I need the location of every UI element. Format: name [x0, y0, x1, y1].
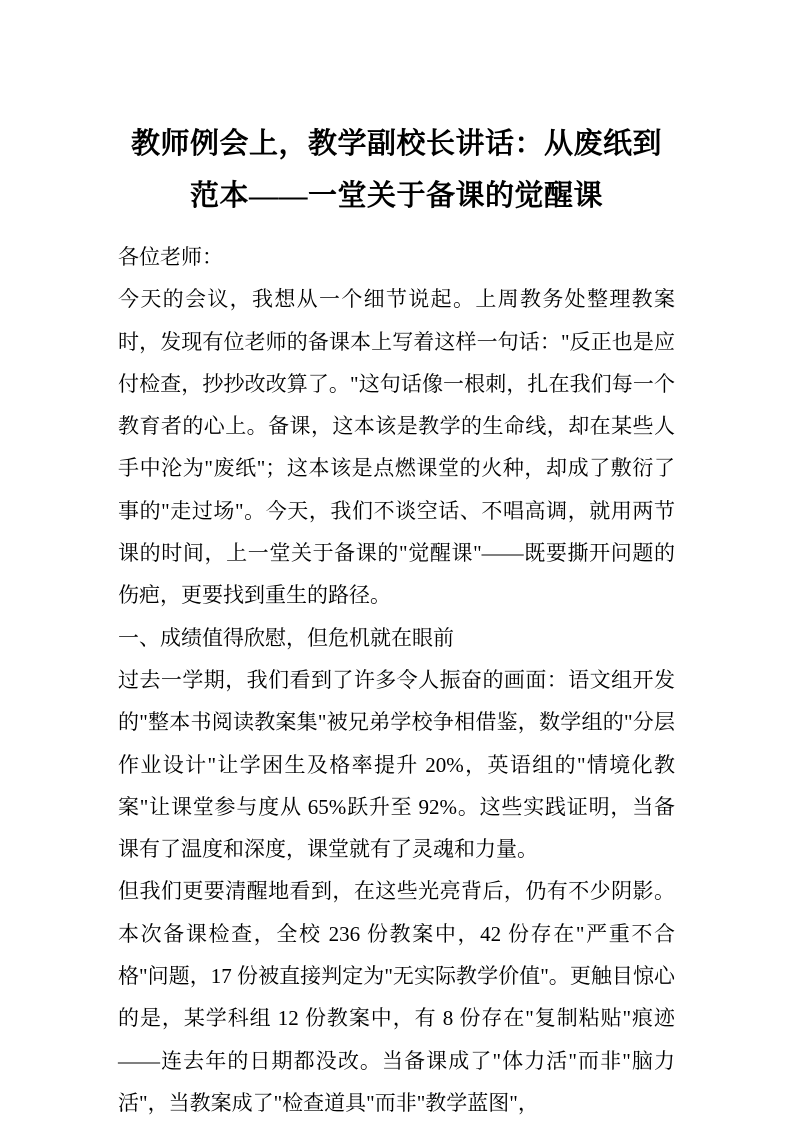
paragraph-intro: 今天的会议，我想从一个细节说起。上周教务处整理教案时，发现有位老师的备课本上写着这样一句话："反正也是应付检查，抄抄改改算了。"这句话像一根刺，扎在我们每一个教育者的心上。备课，这本该是教学的生命线，却在某些人手中沦为"废纸"；这本该是点燃课堂的火种，却成了敷衍了事的"走过场"。今天，我们不谈空话、不唱高调，就用两节课的时间，上一堂关于备课的"觉醒课"——既要撕开问题的伤疤，更要找到重生的路径。 [118, 287, 675, 608]
section-heading: 一、成绩值得欣慰，但危机就在眼前 [118, 625, 454, 650]
paragraph-problems: 但我们更要清醒地看到，在这些光亮背后，仍有不少阴影。本次备课检查，全校 236 份教案中，42 份存在"严重不合格"问题，17 份被直接判定为"无实际教学价值"。更触目惊心的是，某学科组 12 份教案中，有 8 份存在"复制粘贴"痕迹——连去年的日期都没改。当备课成了"体力活"而非"脑力活"，当教案成了"检查道具"而非"教学蓝图"， [118, 879, 675, 1115]
salutation: 各位老师： [118, 245, 223, 269]
paragraph-achievements: 过去一学期，我们看到了许多令人振奋的画面：语文组开发的"整本书阅读教案集"被兄弟学校争相借鉴，数学组的"分层作业设计"让学困生及格率提升 20%，英语组的"情境化教案"让课堂参与度从 65%跃升至 92%。这些实践证明，当备课有了温度和深度，课堂就有了灵魂和力量。 [118, 667, 675, 862]
document-title: 教师例会上，教学副校长讲话：从废纸到范本——一堂关于备课的觉醒课 [130, 128, 662, 212]
